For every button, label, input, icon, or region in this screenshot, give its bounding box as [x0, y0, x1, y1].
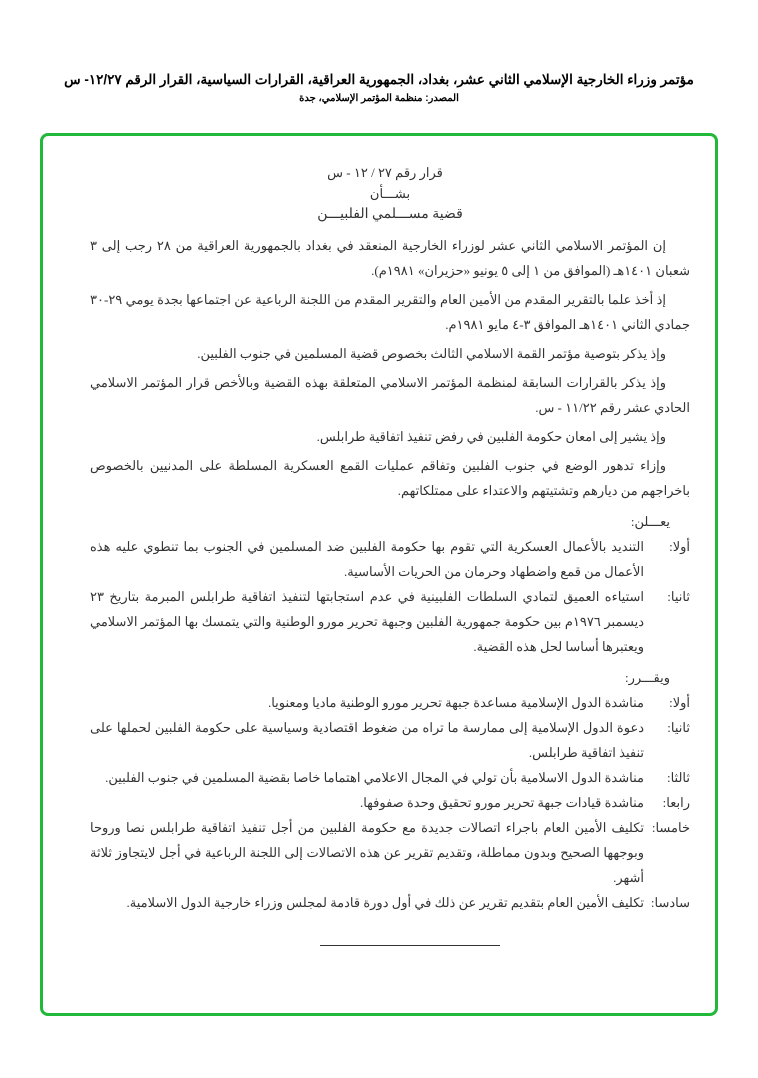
preamble-paragraph: وإذ يذكر بتوصية مؤتمر القمة الاسلامي الثالث بخصوص قضية المسلمين في جنوب الفلبين. — [197, 346, 666, 361]
item-text: دعوة الدول الإسلامية إلى ممارسة ما تراه من ضغوط اقتصادية وسياسية على حكومة الفلبين لحملها على تنفيذ اتفاقية طرابلس. — [90, 720, 644, 760]
subject-heading: قضية مســـلمي الفلبيـــن — [317, 207, 463, 222]
end-divider — [320, 945, 500, 946]
item-label: ثانيا: — [667, 720, 690, 735]
page-header-title: مؤتمر وزراء الخارجية الإسلامي الثاني عشر، بغداد، الجمهورية العراقية، القرارات السياسية، القرار الرقم ١٢/٢٧- س — [64, 72, 694, 87]
item-text: مناشدة الدول الاسلامية بأن تولي في المجال الاعلامي اهتماما خاصا بقضية المسلمين في جنوب الفلبين. — [105, 770, 644, 785]
decision-item — [90, 890, 690, 915]
preamble-paragraph: وإزاء تدهور الوضع في جنوب الفلبين وتفاقم عمليات القمع العسكرية المسلطة على المدنيين بالخصوص باخراجهم من ديارهم وتشتيتهم والاعتداء على ممتلكاتهم. — [90, 458, 690, 498]
decides-label: ويقـــرر: — [625, 670, 670, 685]
preamble-paragraph: إن المؤتمر الاسلامي الثاني عشر لوزراء الخارجية المنعقد في بغداد بالجمهورية العراقية من ٢٨ رجب إلى ٣ شعبان ١٤٠١هـ (الموافق من ١ إلى ٥ يونيو «حزيران» ١٩٨١م). — [90, 238, 690, 278]
item-text: استياءه العميق لتمادي السلطات الفلبينية في عدم استجابتها لتنفيذ اتفاقية طرابلس المبرمة بتاريخ ٢٣ ديسمبر ١٩٧٦م بين حكومة جمهورية الفلبين وجبهة تحرير مورو الوطنية والتي يتمسك بها المؤتمر الاسلامي ويعتبرها أساسا لحل هذه القضية. — [90, 589, 644, 654]
page-header-source: المصدر: منظمة المؤتمر الإسلامي، جدة — [299, 93, 459, 104]
item-label: سادسا: — [650, 895, 690, 910]
item-label: أولا: — [669, 539, 690, 554]
item-text: مناشدة قيادات جبهة تحرير مورو تحقيق وحدة صفوفها. — [359, 795, 644, 810]
decision-number: قرار رقم ٢٧ / ١٢ - س — [327, 165, 443, 180]
preamble-paragraph: إذ أخذ علما بالتقرير المقدم من الأمين العام والتقرير المقدم من اللجنة الرباعية عن اجتماعها بجدة يومي ٢٩-٣٠ جمادي الثاني ١٤٠١هـ الموافق ٣-٤ مايو ١٩٨١م. — [90, 292, 690, 332]
declares-label: يعـــلن: — [630, 514, 670, 529]
item-text: التنديد بالأعمال العسكرية التي تقوم بها حكومة الفلبين ضد المسلمين في الجنوب بما تنطوي عليه هذه الأعمال من قمع واضطهاد وحرمان من الحريات الأساسية. — [90, 539, 644, 579]
resolution-document — [90, 162, 690, 946]
decision-item — [90, 790, 690, 815]
item-text: تكليف الأمين العام بتقديم تقرير عن ذلك في أول دورة قادمة لمجلس وزراء خارجية الدول الاسلامية. — [126, 895, 644, 910]
decision-item — [90, 765, 690, 790]
regarding-heading: بشـــأن — [369, 186, 411, 201]
item-text: تكليف الأمين العام باجراء اتصالات جديدة مع حكومة الفلبين من أجل تنفيذ اتفاقية طرابلس نصا وروحا وبوجهها الصحيح وبدون مماطلة، وتقديم تقرير عن هذه الاتصالات إلى اللجنة الرباعية في أجل لايتجاوز ثلاثة أشهر. — [90, 820, 644, 885]
preamble-paragraph: وإذ يذكر بالقرارات السابقة لمنظمة المؤتمر الاسلامي المتعلقة بهذه القضية وبالأخص قرار المؤتمر الاسلامي الحادي عشر رقم ١١/٢٢ - س. — [90, 375, 690, 415]
decision-item — [90, 715, 690, 765]
item-label: ثالثا: — [666, 770, 690, 785]
item-label: ثانيا: — [667, 589, 690, 604]
declaration-item — [90, 584, 690, 659]
item-label: خامسا: — [651, 820, 690, 835]
declaration-item — [90, 534, 690, 584]
item-label: أولا: — [669, 695, 690, 710]
item-label: رابعا: — [662, 795, 690, 810]
decision-item — [90, 690, 690, 715]
preamble-paragraph: وإذ يشير إلى امعان حكومة الفلبين في رفض تنفيذ اتفاقية طرابلس. — [316, 429, 666, 444]
item-text: مناشدة الدول الإسلامية مساعدة جبهة تحرير مورو الوطنية ماديا ومعنويا. — [267, 695, 644, 710]
decision-item — [90, 815, 690, 890]
